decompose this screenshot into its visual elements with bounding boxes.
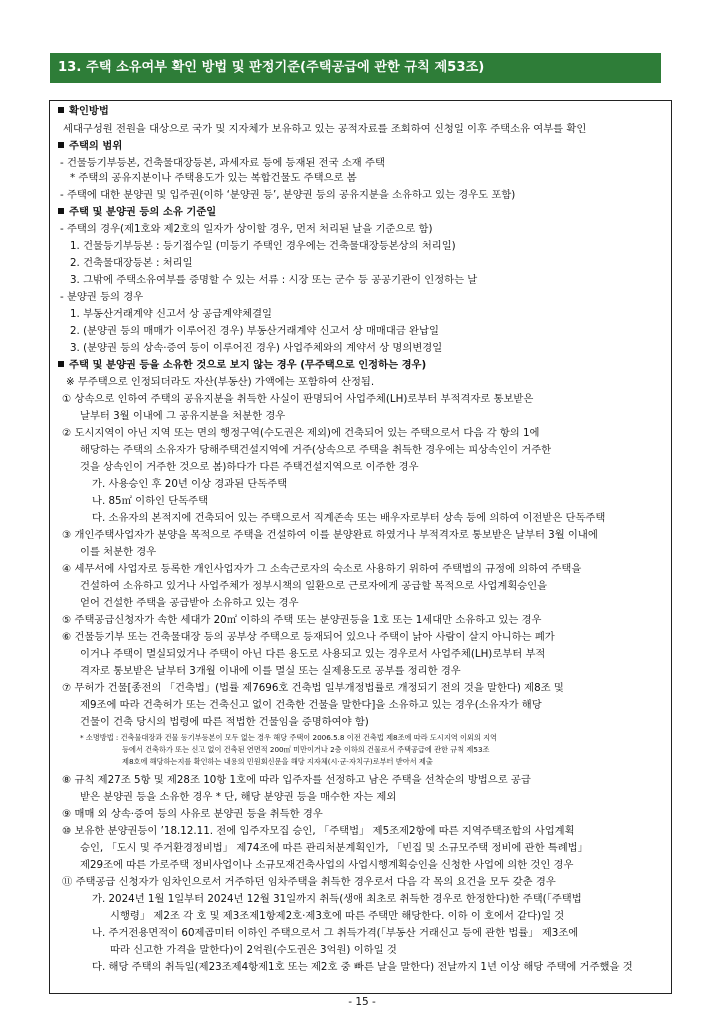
text-line (70, 342, 442, 355)
text-line (80, 546, 156, 559)
line-text: 제29조에 따른 가로주택 정비사업이나 소규모재건축사업의 사업시행계획승인을 신청한 사업에 의한 것인 경우 (80, 859, 574, 871)
line-text: 제8호에 해당하는지를 확인하는 내용의 민원회신문을 해당 지자체(시·군·자치구)로부터 받아서 제출 (122, 757, 433, 766)
page-number: - 15 - (348, 996, 376, 1008)
text-line (110, 910, 564, 923)
text-line (92, 512, 605, 525)
square-bullet-icon (58, 361, 64, 367)
line-text: 격자로 통보받은 날부터 3개월 이내에 이를 멸실 또는 실제용도로 공부를 정리한 경우 (80, 665, 461, 677)
line-text: 주택 및 분양권 등의 소유 기준일 (69, 206, 217, 218)
square-bullet-icon (58, 208, 64, 214)
line-text: ③ 개인주택사업자가 분양을 목적으로 주택을 건설하여 이를 분양완료 하였거나 부적격자로 통보받은 날부터 3월 이내에 (62, 529, 598, 541)
line-text: 등에서 건축하가 또는 신고 없이 건축된 연면적 200㎡ 미만이거나 2층 이하의 건물로서 주택공급에 관한 규칙 제53조 (122, 745, 490, 754)
line-text: 1. 부동산거래계약 신고서 상 공급계약체결일 (70, 308, 272, 320)
line-text: 얻어 건설한 주택을 공급받아 소유하고 있는 경우 (80, 597, 299, 609)
line-text: - 분양권 등의 경우 (60, 291, 144, 303)
text-line (80, 665, 461, 678)
line-text: ⑤ 주택공급신청자가 속한 세대가 20㎡ 이하의 주택 또는 분양권등을 1호 또는 1세대만 소유하고 있는 경우 (62, 614, 542, 626)
text-line (80, 791, 396, 804)
line-text: 주택의 범위 (69, 140, 123, 152)
line-text: 해당하는 주택의 소유자가 당해주택건설지역에 거주(상속으로 주택을 취득한 경우에는 피상속인이 거주한 (80, 444, 552, 456)
line-text: 승인, 「도시 및 주거환경정비법」 제74조에 따른 관리처분계획인가, 「빈집 및 소규모주택 정비에 관한 특례법」 (80, 842, 588, 854)
text-line (92, 478, 287, 491)
text-line (60, 291, 143, 304)
square-bullet-icon (58, 107, 64, 113)
text-line (80, 842, 588, 855)
text-line (80, 580, 547, 593)
line-text: 1. 건물등기부등본 : 등기접수일 (미등기 주택인 경우에는 건축물대장등본상의 처리일) (70, 240, 456, 252)
line-text: 건물이 건축 당시의 법령에 따른 적법한 건물임을 증명하여야 함) (80, 716, 369, 728)
text-line (63, 123, 586, 136)
footnote-line (122, 757, 433, 767)
line-text: ※ 무주택으로 인정되더라도 자산(부동산) 가액에는 포함하여 산정됨. (66, 376, 375, 388)
text-line (70, 257, 193, 270)
text-line (92, 495, 208, 508)
footnote-line (80, 733, 497, 743)
text-line (80, 859, 573, 872)
line-text: 나. 85㎡ 이하인 단독주택 (92, 495, 209, 507)
text-line (80, 410, 285, 423)
line-text: 세대구성원 전원을 대상으로 국가 및 지자체가 보유하고 있는 공적자료를 조회하여 신청일 이후 주택소유 여부를 확인 (63, 123, 587, 135)
line-text: 2. 건축물대장등본 : 처리일 (70, 257, 193, 269)
line-text: 다. 해당 주택의 취득일(제23조제4항제1호 또는 제2호 중 빠른 날을 말한다) 전날까지 1년 이상 해당 주택에 거주했을 것 (92, 961, 633, 973)
text-line (92, 961, 633, 974)
line-text: ② 도시지역이 아닌 지역 또는 면의 행정구역(수도권은 제외)에 건축되어 있는 주택으로서 다음 각 항의 1에 (62, 427, 540, 439)
text-line (92, 927, 578, 940)
text-line (80, 597, 299, 610)
line-text: * 소명방법 : 건축물대장과 건물 등기부등본이 모두 없는 경우 해당 주택이 2006.5.8 이전 건축법 제8조에 따라 도시지역 이외의 지역 (80, 733, 497, 742)
page-title: 13. 주택 소유여부 확인 방법 및 판정기준(주택공급에 관한 규칙 제53조) (50, 53, 661, 83)
line-text: 날부터 3월 이내에 그 공유지분을 처분한 경우 (80, 410, 286, 422)
text-line (62, 529, 598, 542)
line-text: - 주택의 경우(제1호와 제2호의 일자가 상이할 경우, 먼저 처리된 날을 기준으로 함) (60, 223, 433, 235)
text-line (70, 240, 456, 253)
line-text: ⑨ 매매 외 상속·증여 등의 사유로 분양권 등을 취득한 경우 (62, 808, 323, 820)
text-line (62, 563, 581, 576)
line-text: 시행령」 제2조 각 호 및 제3조제1항제2호·제3호에 따른 주택만 해당한다. 이하 이 호에서 같다)일 것 (110, 910, 565, 922)
line-text: 따라 신고한 가격을 말한다)이 2억원(수도권은 3억원) 이하일 것 (110, 944, 397, 956)
text-line (60, 223, 432, 236)
section-heading (58, 140, 122, 153)
line-text: 제9조에 따라 건축허가 또는 건축신고 없이 건축한 건물을 말한다]을 소유하고 있는 경우(소유자가 해당 (80, 699, 542, 711)
text-line (110, 944, 397, 957)
text-line (70, 274, 477, 287)
line-text: 가. 사용승인 후 20년 이상 경과된 단독주택 (92, 478, 288, 490)
line-text: 3. 그밖에 주택소유여부를 증명할 수 있는 서류 : 시장 또는 군수 등 공공기관이 인정하는 날 (70, 274, 478, 286)
text-line (60, 189, 515, 202)
text-line (62, 808, 323, 821)
line-text: - 건물등기부등본, 건축물대장등본, 과세자료 등에 등재된 전국 소재 주택 (60, 157, 385, 169)
text-line (70, 172, 357, 185)
line-text: ⑪ 주택공급 신청자가 임차인으로서 거주하던 임차주택을 취득한 경우로서 다음 각 목의 요건을 모두 갖춘 경우 (62, 876, 556, 888)
text-line (62, 825, 575, 838)
line-text: * 주택의 공유지분이나 주택용도가 있는 복합건물도 주택으로 봄 (70, 172, 357, 184)
text-line (62, 631, 555, 644)
text-line (92, 893, 582, 906)
text-line (80, 716, 369, 729)
text-line (70, 325, 439, 338)
text-line (80, 444, 551, 457)
line-text: 가. 2024년 1월 1일부터 2024년 12월 31일까지 취득(생애 최초로 취득한 경우로 한정한다)한 주택(「주택법 (92, 893, 582, 905)
text-line (62, 682, 564, 695)
text-line (80, 461, 419, 474)
line-text: 다. 소유자의 본적지에 건축되어 있는 주택으로서 직계존속 또는 배우자로부터 상속 등에 의하여 이전받은 단독주택 (92, 512, 606, 524)
line-text: ⑩ 보유한 분양권등이 ’18.12.11. 전에 입주자모집 승인, 「주택법」 제5조제2항에 따른 지역주택조합의 사업계획 (62, 825, 575, 837)
line-text: 것을 상속인이 거주한 것으로 봄)하다가 다른 주택건설지역으로 이주한 경우 (80, 461, 419, 473)
text-line (62, 774, 531, 787)
line-text: ⑥ 건물등기부 또는 건축물대장 등의 공부상 주택으로 등재되어 있으나 주택이 낡아 사람이 살지 아니하는 폐가 (62, 631, 555, 643)
text-line (62, 393, 533, 406)
line-text: 건설하여 소유하고 있거나 사업주체가 정부시책의 일환으로 근로자에게 공급할 목적으로 사업계획승인을 (80, 580, 548, 592)
text-line (62, 876, 556, 889)
text-line (66, 376, 374, 389)
line-text: - 주택에 대한 분양권 및 입주권(이하 ‘분양권 등’, 분양권 등의 공유지분을 소유하고 있는 경우도 포함) (60, 189, 516, 201)
line-text: ⑧ 규칙 제27조 5항 및 제28조 10항 1호에 따라 입주자를 선정하고 남은 주택을 선착순의 방법으로 공급 (62, 774, 531, 786)
line-text: 받은 분양권 등을 소유한 경우 * 단, 해당 분양권 등을 매수한 자는 제외 (80, 791, 397, 803)
text-line (60, 157, 385, 170)
section-heading (58, 206, 216, 219)
line-text: 3. (분양권 등의 상속·증여 등이 이루어진 경우) 사업주체와의 계약서 상 명의변경일 (70, 342, 443, 354)
text-line (80, 648, 545, 661)
section-heading (58, 359, 426, 372)
line-text: 이를 처분한 경우 (80, 546, 157, 558)
text-line (70, 308, 272, 321)
line-text: 주택 및 분양권 등을 소유한 것으로 보지 않는 경우 (무주택으로 인정하는 경우) (69, 359, 427, 371)
text-line (62, 614, 541, 627)
square-bullet-icon (58, 142, 64, 148)
line-text: ④ 세무서에 사업자로 등록한 개인사업자가 그 소속근로자의 숙소로 사용하기 위하여 주택법의 규정에 의하여 주택을 (62, 563, 582, 575)
line-text: 이거나 주택이 멸실되었거나 주택이 아닌 다른 용도로 사용되고 있는 경우로서 사업주체(LH)로부터 부적 (80, 648, 546, 660)
line-text: 2. (분양권 등의 매매가 이루어진 경우) 부동산거래계약 신고서 상 매매대금 완납일 (70, 325, 439, 337)
line-text: ① 상속으로 인하여 주택의 공유지분을 취득한 사실이 판명되어 사업주체(LH)로부터 부적격자로 통보받은 (62, 393, 534, 405)
text-line (62, 427, 539, 440)
line-text: 확인방법 (69, 105, 109, 117)
line-text: ⑦ 무허가 건물[종전의 「건축법」(법률 제7696호 건축법 일부개정법률로 개정되기 전의 것을 말한다) 제8조 및 (62, 682, 564, 694)
section-heading (58, 105, 109, 118)
text-line (80, 699, 542, 712)
line-text: 나. 주거전용면적이 60제곱미터 이하인 주택으로서 그 취득가격(「부동산 거래신고 등에 관한 법률」 제3조에 (92, 927, 579, 939)
footnote-line (122, 745, 489, 755)
